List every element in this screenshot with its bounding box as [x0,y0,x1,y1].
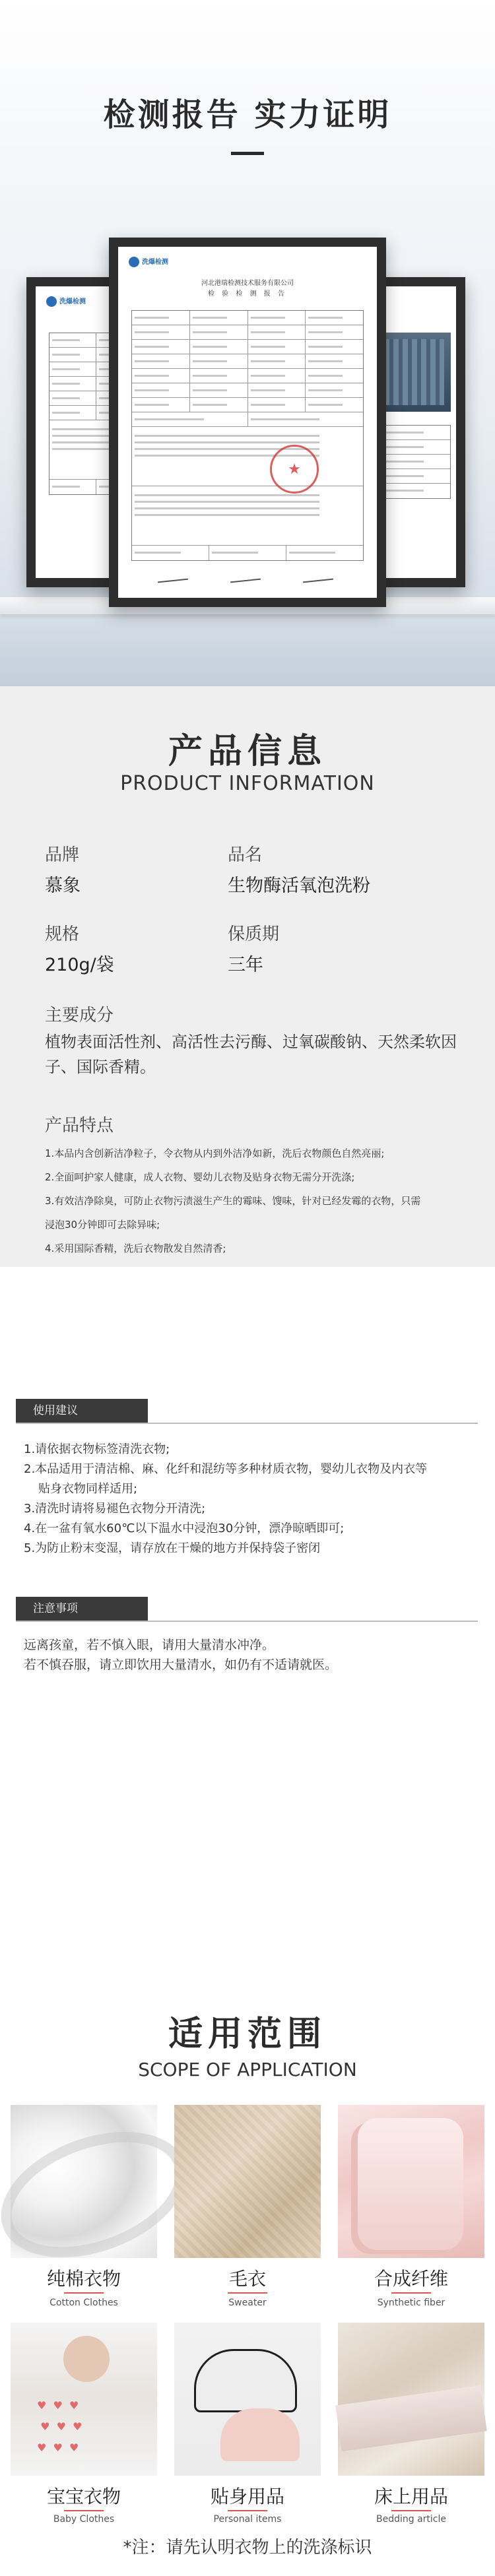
floor-backdrop [0,614,495,686]
tile-underline [228,2510,267,2511]
product-info-subtitle: PRODUCT INFORMATION [120,772,375,795]
tile-label-cotton: 纯棉衣物 [46,2268,121,2290]
features-label: 产品特点 [45,1116,114,1136]
logo-icon [129,257,139,267]
tile-sublabel-sweater: Sweater [228,2298,267,2308]
tile-sublabel-baby: Baby Clothes [53,2514,115,2525]
report-table-right [378,425,451,499]
tile-sublabel-bedding: Bedding article [376,2514,446,2525]
report-logo: 洗爆检测 [129,256,168,267]
tile-underline [228,2292,267,2294]
usage-line: 1.请依据衣物标签清洗衣物; [24,1442,170,1456]
baby-clothes-photo [11,2323,157,2476]
caution-tag: 注意事项 [16,1597,148,1621]
usage-line: 4.在一盆有氧水60℃以下温水中浸泡30分钟，漂净晾晒即可; [24,1522,345,1535]
report-logo-left: 洗爆检测 [46,296,86,307]
feature-line: 1.本品内含创新洁净粒子，令衣物从内到外洁净如新，洗后衣物颜色自然亮丽; [45,1147,385,1159]
tile-label-personal: 贴身用品 [210,2486,284,2507]
cotton-clothes-photo [11,2105,157,2258]
report-title: 检测报告 实力证明 [103,96,392,133]
tile-label-synthetic: 合成纤维 [374,2268,448,2290]
scope-subtitle: SCOPE OF APPLICATION [138,2059,357,2080]
usage-line: 5.为防止粉末变湿，请存放在干燥的地方并保持袋子密闭 [24,1541,321,1555]
shelf-life-field: 保质期 三年 [228,924,280,975]
signature-3 [303,579,333,583]
tile-underline [64,2292,104,2294]
signature-1 [158,579,188,583]
tile-sublabel-personal: Personal items [213,2514,282,2525]
usage-divider [16,1423,478,1424]
report-table [131,310,364,561]
logo-icon [46,296,57,307]
product-name-field: 品名 生物酶活氧泡洗粉 [228,845,370,896]
report-frame-center [109,238,386,607]
product-info-title: 产品信息 [168,731,327,771]
lab-equipment-photo [378,333,451,412]
report-section [0,0,495,686]
bedding-photo [338,2323,484,2476]
spec-field: 规格 210g/袋 [45,924,114,975]
caution-line: 若不慎吞服，请立即饮用大量清水，如仍有不适请就医。 [24,1658,338,1672]
tile-underline [64,2510,104,2511]
tile-underline [391,2510,431,2511]
tile-sublabel-cotton: Cotton Clothes [50,2298,118,2308]
usage-list [24,1440,479,1559]
care-label-note: *注：请先认明衣物上的洗涤标识 [123,2538,372,2558]
ingredients-label: 主要成分 [45,1006,114,1025]
usage-line: 贴身衣物同样适用; [38,1482,138,1496]
usage-tag: 使用建议 [16,1399,148,1423]
product-info-section [0,686,495,1267]
report-org: 河北港瑞检测技术服务有限公司 [201,280,294,287]
ingredients-text: 植物表面活性剂、高活性去污酶、过氧碳酸钠、天然柔软因子、国际香精。 [45,1033,457,1076]
sweater-photo [174,2105,321,2258]
feature-line: 3.有效洁净除臭，可防止衣物污渍滋生产生的霉味、馊味，针对已经发霉的衣物，只需 [45,1195,421,1207]
caution-divider [16,1621,478,1622]
feature-line: 浸泡30分钟即可去除异味; [45,1219,160,1231]
title-underline [231,152,264,155]
tile-sublabel-synthetic: Synthetic fiber [377,2298,446,2308]
caution-list [24,1635,479,1675]
caution-line: 远离孩童，若不慎入眼，请用大量清水冲净。 [24,1638,275,1652]
usage-line: 2.本品适用于清洁棉、麻、化纤和混纺等多种材质衣物，婴幼儿衣物及内衣等 [24,1462,428,1476]
tile-label-sweater: 毛衣 [228,2268,266,2290]
brand-field: 品牌 慕象 [45,845,81,896]
personal-items-photo [174,2323,321,2476]
tile-underline [391,2292,431,2294]
tile-label-bedding: 床上用品 [374,2486,448,2507]
feature-line: 4.采用国际香精，洗后衣物散发自然清香; [45,1242,226,1254]
feature-line: 2.全面呵护家人健康，成人衣物、婴幼儿衣物及贴身衣物无需分开洗涤; [45,1171,355,1183]
usage-line: 3.清洗时请将易褪色衣物分开清洗; [24,1502,206,1516]
tile-label-baby: 宝宝衣物 [46,2486,121,2507]
usage-section [0,1267,495,1980]
report-doc-title: 检 验 检 测 报 告 [208,290,287,298]
synthetic-fiber-photo [338,2105,484,2258]
scope-section [0,1980,495,2576]
signature-2 [230,579,261,583]
scope-title: 适用范围 [168,2014,327,2054]
official-stamp [270,445,319,494]
